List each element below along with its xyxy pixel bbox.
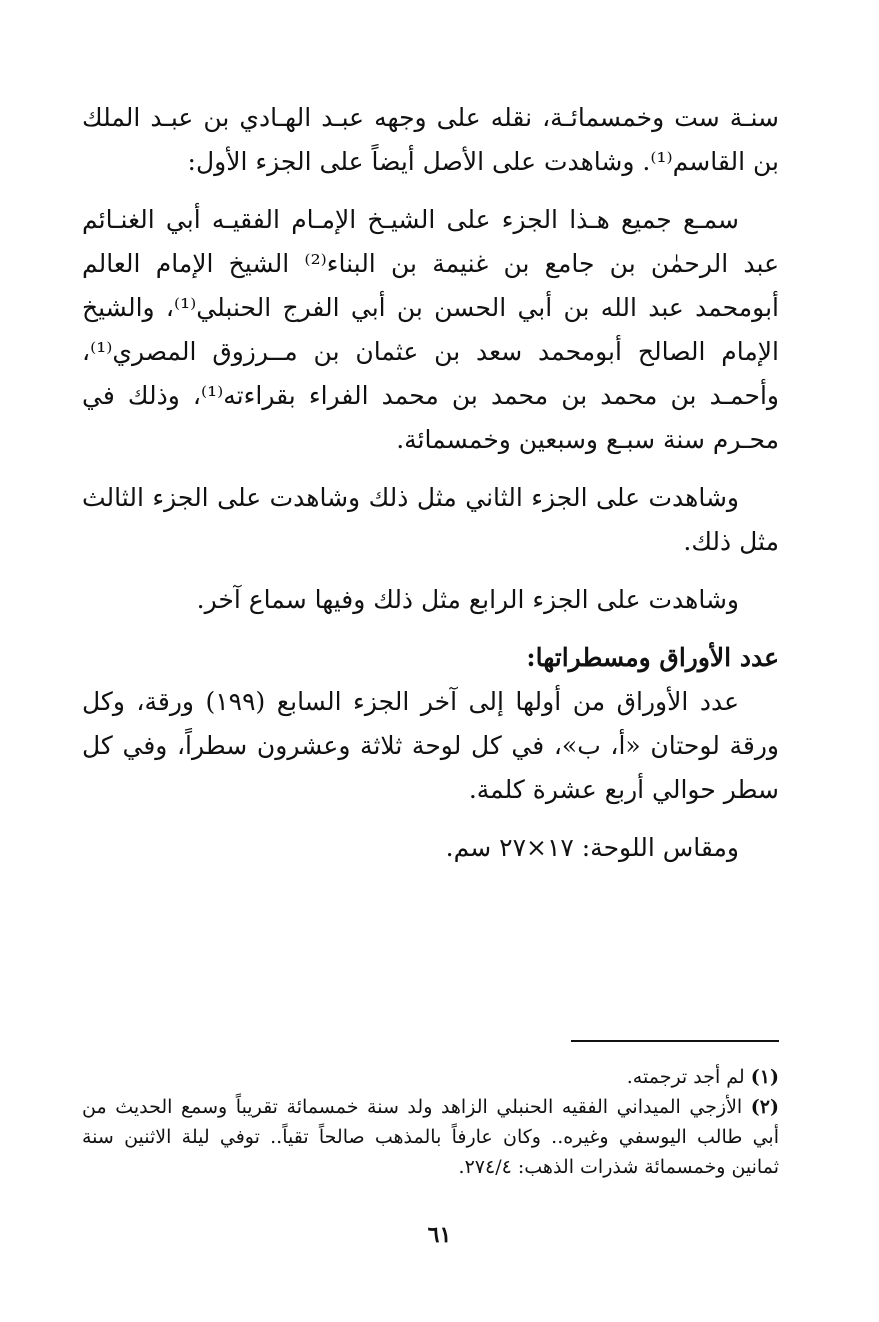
footnotes [82, 1040, 779, 1182]
footnote-2 [82, 1092, 779, 1182]
paragraph-5: عدد الأوراق من أولها إلى آخر الجزء السابع (١٩٩) ورقة، وكل ورقة لوحتان «أ، ب»، في كل لوحة ثلاثة وعشرون سطراً، وفي كل سطر حوالي أربع عشرة كلمة. [82, 687, 779, 804]
footnote-1-number: (١) [750, 1066, 779, 1088]
paragraph-6: ومقاس اللوحة: ١٧×٢٧ سم. [445, 833, 739, 862]
footnote-2-number: (٢) [750, 1096, 779, 1118]
main-text [82, 96, 779, 870]
footnote-1 [82, 1062, 779, 1092]
section-heading: عدد الأوراق ومسطراتها: [526, 643, 779, 672]
paragraph-1: سنـة ست وخمسمائـة، نقله على وجهه عبـد الهـادي بن عبـد الملك بن القاسم⁽¹⁾. وشاهدت على الأصل أيضاً على الجزء الأول: [82, 103, 779, 176]
footnote-divider [571, 1040, 779, 1042]
page-number: ٦١ [427, 1222, 452, 1248]
paragraph-2: سمـع جميع هـذا الجزء على الشيـخ الإمـام الفقيـه أبي الغنـائم عبد الرحمٰن بن جامع بن غنيمة بن البناء⁽²⁾ الشيخ الإمام العالم أبومحمد عبد الله بن أبي الحسن بن أبي الفرج الحنبلي⁽¹⁾، والشيخ الإمام الصالح أبومحمد سعد بن عثمان بن مــرزوق المصري⁽¹⁾، وأحمـد بن محمد بن محمد بن محمد الفراء بقراءته⁽¹⁾، وذلك في محـرم سنة سبـع وسبعين وخمسمائة. [82, 205, 779, 454]
footnote-2-text: الأزجي الميداني الفقيه الحنبلي الزاهد ولد سنة خمسمائة تقريباً وسمع الحديث من أبي طالب اليوسفي وغيره.. وكان عارفاً بالمذهب صالحاً تقياً.. توفي ليلة الاثنين سنة ثمانين وخمسمائة شذرات الذهب: ٢٧٤/٤. [82, 1096, 779, 1178]
paragraph-3: وشاهدت على الجزء الثاني مثل ذلك وشاهدت على الجزء الثالث مثل ذلك. [82, 483, 779, 556]
paragraph-4: وشاهدت على الجزء الرابع مثل ذلك وفيها سماع آخر. [196, 585, 739, 614]
footnote-1-text: لم أجد ترجمته. [626, 1066, 745, 1088]
